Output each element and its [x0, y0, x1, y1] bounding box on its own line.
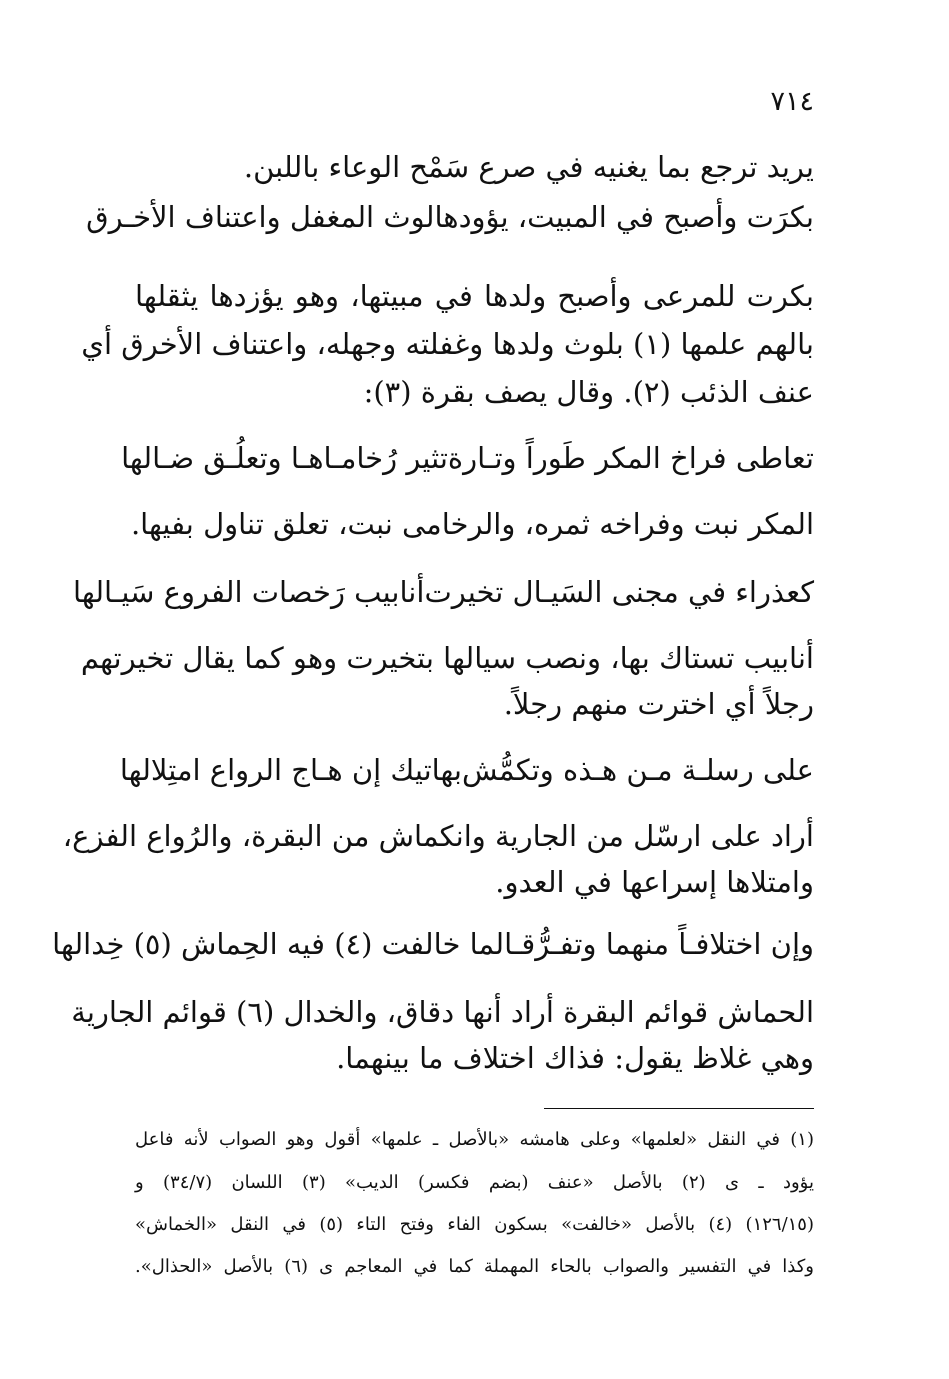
footnote-line: يؤود ـ ى (٢) بالأصل «عنف (بضم فكسر) الديب» (٣) اللسان (٣٤/٧) و — [135, 1172, 814, 1193]
text-line: عنف الذئب (٢). وقال يصف بقرة (٣): — [363, 375, 814, 409]
verse-second-hemistich: أنابيب رَخصات الفروع سَيـالها — [73, 575, 425, 609]
verse-second-hemistich: لوث المغفل واعتناف الأخـرق — [86, 200, 435, 234]
text-line: بالهم علمها (١) بلوث ولدها وغفلته وجهله، واعتناف الأخرق أي — [81, 327, 814, 361]
verse-second-hemistich: بهاتيك إن هـاج الرواع امتِلالها — [119, 753, 462, 787]
verse-first-hemistich: وإن اختلافـاً منهما وتفـرُّقـا — [504, 927, 814, 961]
footnote-line: وكذا في التفسير والصواب بالحاء المهملة كما في المعاجم ى (٦) بالأصل «الحذال». — [135, 1256, 814, 1277]
footnote-separator — [544, 1108, 814, 1109]
verse-line — [52, 927, 814, 961]
verse-first-hemistich: تعاطى فراخ المكر طَوراً وتـارة — [447, 441, 814, 475]
footnote-line: (١) في النقل «لعلمها» وعلى هامشه «بالأصل ـ علمها» أقول وهو الصواب لأنه فاعل — [135, 1129, 814, 1150]
footnote-line: (١٢٦/١٥) (٤) بالأصل «خالفت» بسكون الفاء وفتح التاء (٥) في النقل «الخماش» — [135, 1214, 814, 1235]
verse-first-hemistich: على رسلـة مـن هـذه وتكمُّش — [461, 753, 814, 787]
text-line: بكرت للمرعى وأصبح ولدها في مبيتها، وهو يؤزدها يثقلها — [135, 279, 814, 313]
text-line: الحماش قوائم البقرة أراد أنها دقاق، والخدال (٦) قوائم الجارية — [71, 995, 814, 1029]
text-line: رجلاً أي اخترت منهم رجلاً. — [503, 687, 814, 721]
verse-line — [73, 575, 814, 609]
text-line: يريد ترجع بما يغنيه في صرع سَمْح الوعاء باللبن. — [243, 150, 814, 184]
verse-first-hemistich: كعذراء في مجنى السَيـال تخيرت — [424, 575, 814, 609]
verse-first-hemistich: بكرَت وأصبح في المبيت، يؤودها — [434, 200, 814, 234]
text-line: أنابيب تستاك بها، ونصب سيالها بتخيرت وهو كما يقال تخيرتهم — [80, 641, 814, 675]
verse-line — [119, 753, 814, 787]
text-line: وامتلاها إسراعها في العدو. — [495, 865, 814, 899]
verse-second-hemistich: لما خالفت (٤) فيه الحِماش (٥) خِدالها — [52, 927, 505, 961]
text-line: أراد على ارسّل من الجارية وانكماش من البقرة، والرُواع الفزع، — [62, 819, 814, 853]
verse-line — [86, 200, 814, 234]
text-line: المكر نبت وفراخه ثمره، والرخامى نبت، تعلق تناول بفيها. — [130, 507, 814, 541]
verse-second-hemistich: تثير رُخامـاهـا وتعلُـق ضـالها — [121, 441, 448, 475]
page-number: ٧١٤ — [770, 86, 814, 117]
verse-line — [121, 441, 814, 475]
text-line: وهي غلاظ يقول: فذاك اختلاف ما بينهما. — [336, 1041, 814, 1075]
